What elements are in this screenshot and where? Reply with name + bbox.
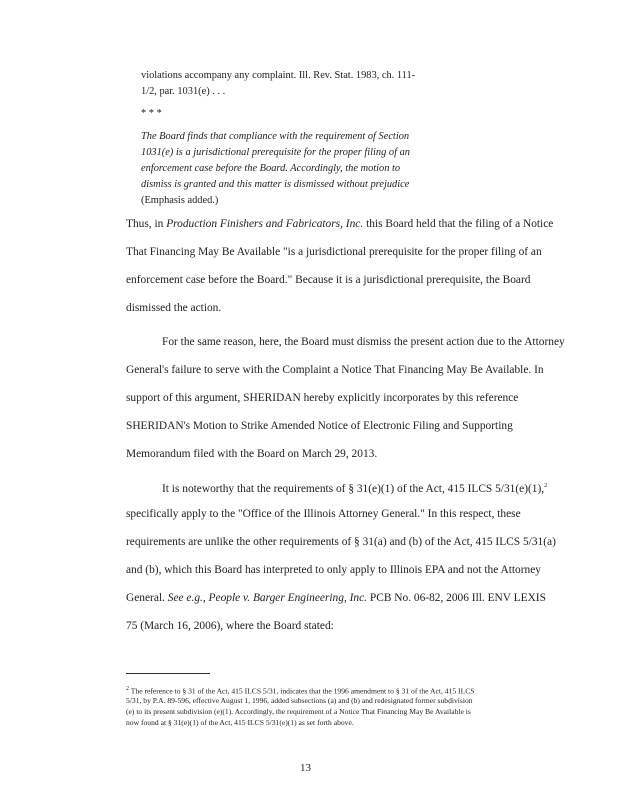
footnote-marker: 2 [126,686,129,692]
footnote-text: The reference to § 31 of the Act, 415 ILCS 5/31, indicates that the 1996 amendment to § 31 of the Act, 415 ILCS [130,686,475,696]
body-line: specifically apply to the "Office of the Illinois Attorney General." In this respect, these [126,508,521,520]
quote-line-italic: dismiss is granted and this matter is dismissed without prejudice [141,179,410,190]
body-line: requirements are unlike the other requirements of § 31(a) and (b) of the Act, 415 ILCS 5/31(a) [126,536,556,548]
body-text-span: General. [126,592,165,604]
case-citation: Production Finishers and Fabricators, Inc. [166,218,364,230]
quote-line: enforcement case before the Board. Accordingly, the motion to [141,163,401,174]
quote-line: 1031(e) is a jurisdictional prerequisite for the proper filing of an [141,147,410,158]
body-line: support of this argument, SHERIDAN hereby explicitly incorporates by this reference [126,392,519,404]
body-line: and (b), which this Board has interpreted to only apply to Illinois EPA and not the Attorney [126,564,541,576]
footnote-line [126,685,475,696]
body-text-span: this Board held that the filing of a Notice [366,218,554,230]
body-text-span: It is noteworthy that the requirements of § 31(e)(1) of the Act, 415 ILCS 5/31(e)(1), [162,482,545,495]
page-number: 13 [300,762,311,774]
body-line: dismissed the action. [126,302,222,314]
footnote-line: 5/31, by P.A. 89-596, effective August 1, 1996, added subsections (a) and (b) and redesignated former subdivision [126,696,473,705]
body-line [162,480,547,496]
footnote-line: now found at § 31(e)(1) of the Act, 415 ILCS 5/31(e)(1) as set forth above. [126,718,354,727]
case-citation: See e.g., People v. Barger Engineering, Inc. [167,592,368,604]
footnote-line: (e) to its present subdivision (e)(1). Accordingly, the requirement of a Notice That Financing May Be Available is [126,707,471,716]
body-line: SHERIDAN's Motion to Strike Amended Notice of Electronic Filing and Supporting [126,420,513,432]
footnote-divider [126,673,210,674]
body-text-span: Thus, in [126,218,164,230]
body-line: Memorandum filed with the Board on March 29, 2013. [126,448,378,460]
footnote-reference: 2 [544,483,548,489]
quote-line: 1/2, par. 1031(e) . . . [141,86,226,97]
quote-ellipsis: * * * [141,108,162,119]
body-line: enforcement case before the Board." Because it is a jurisdictional prerequisite, the Board [126,274,531,286]
quote-line: violations accompany any complaint. Ill. Rev. Stat. 1983, ch. 111- [141,70,416,81]
body-line: 75 (March 16, 2006), where the Board stated: [126,620,334,632]
body-line [126,592,546,605]
body-text-span: PCB No. 06-82, 2006 Ill. ENV LEXIS [369,592,546,604]
body-line: That Financing May Be Available "is a jurisdictional prerequisite for the proper filing of an [126,246,542,258]
quote-emphasis-note: (Emphasis added.) [141,195,219,206]
quote-line: The Board finds that compliance with the requirement of Section [141,131,410,142]
quote-line [141,178,409,191]
body-line: General's failure to serve with the Complaint a Notice That Financing May Be Available. In [126,364,544,376]
body-line: For the same reason, here, the Board must dismiss the present action due to the Attorney [162,336,565,348]
body-line [126,218,553,231]
